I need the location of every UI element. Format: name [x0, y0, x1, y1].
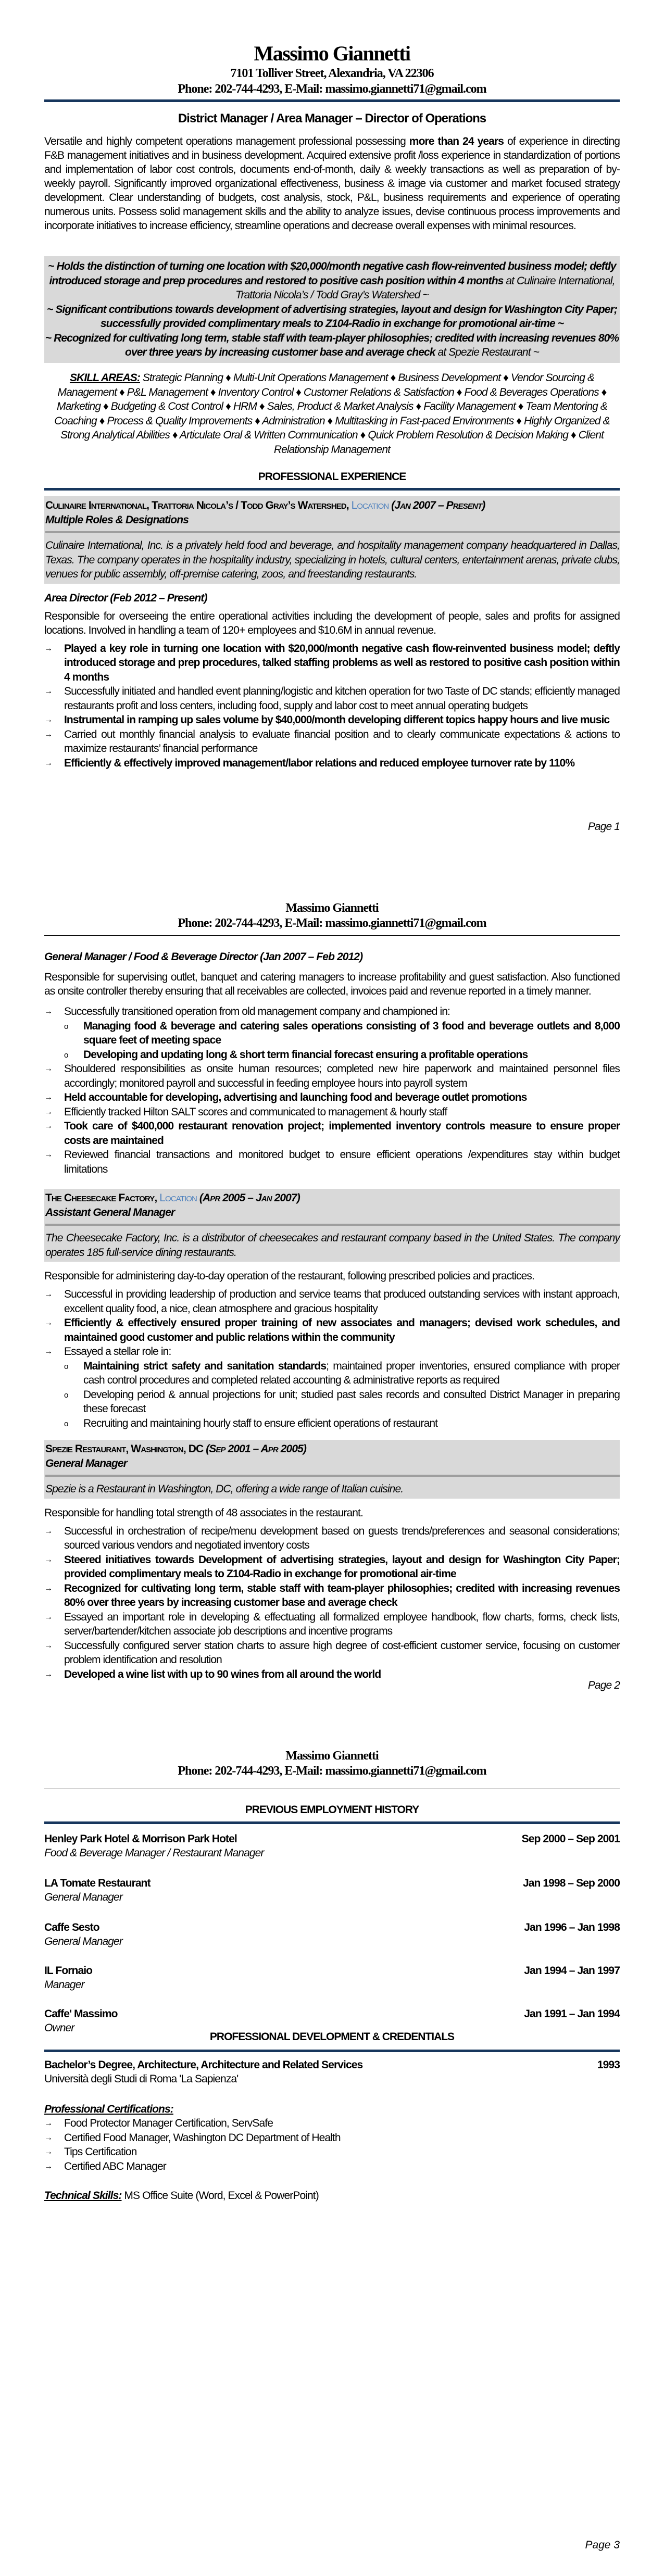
arrow-right-icon: → [44, 687, 53, 696]
job-culinaire-continued [44, 950, 620, 1176]
previous-role: Food & Beverage Manager / Restaurant Manager [44, 1847, 264, 1859]
company-dates: (Apr 2005 – Jan 2007) [199, 1192, 300, 1204]
list-item: → Efficiently tracked Hilton SALT scores and communicated to management & hourly staff [44, 1105, 620, 1120]
company-name: Culinaire International, Trattoria Nicola’s / Todd Gray’s Watershed, [45, 499, 349, 511]
page-header [44, 1749, 620, 1779]
header-divider [44, 99, 620, 102]
candidate-name: Massimo Giannetti [285, 901, 379, 915]
company-divider [45, 531, 620, 533]
page-number: Page 2 [587, 1679, 620, 1691]
company-role: Assistant General Manager [45, 1207, 175, 1218]
summary-text-rest: of experience in directing F&B management initiatives and in business development. Acquired extensive profit /loss experience in standardization of portions and implementation of labor cost controls, documents end-of-month, daily & weekly transactions as well as preparation of by-weekly payroll. Significantly improved organizational effectiveness, business & image via customer and market focused strategy development. Clear understanding of budgets, cost analysis, stock, P&L, business requirements and experience of operating numerous units. Possess solid management skills and the ability to analyze issues, devise continuous process improvements and incorporate initiatives to increase efficiency, streamline operations and decrease overall expenses with minimal resources. [44, 135, 620, 232]
previous-role: Manager [44, 1979, 84, 1991]
arrow-right-icon: → [44, 1007, 53, 1016]
skill-areas-label: SKILL AREAS: [69, 372, 140, 384]
highlight-item: ~ Recognized for cultivating long term, stable staff with team-player philosophies; credited with increasing revenues 80% over three years by increasing customer base and average check at Spezie Restaurant ~ [45, 332, 619, 358]
arrow-right-icon: → [44, 1555, 53, 1564]
arrow-right-icon: → [44, 1290, 53, 1299]
arrow-right-icon: → [44, 1526, 53, 1536]
company-header [44, 496, 620, 584]
summary-text: Versatile and highly competent operations management professional possessing [44, 135, 409, 147]
list-item: → Successfully transitioned operation from old management company and championed in: [44, 1004, 620, 1019]
company-name: Spezie Restaurant, Washington, DC [45, 1443, 204, 1455]
company-description: The Cheesecake Factory, Inc. is a distributor of cheesecakes and restaurant company based in the United States. The company operates 185 full-service dining restaurants. [45, 1232, 620, 1259]
achievement-list [44, 1004, 620, 1019]
sub-achievement-list [44, 1359, 620, 1431]
arrow-right-icon: → [44, 1584, 53, 1593]
list-item: → Steered initiatives towards Development of advertising strategies, layout and design for Washington City Paper; provided complimentary meals to Z104-Radio in exchange for promotional air-time [44, 1553, 620, 1580]
arrow-right-icon: → [44, 2119, 53, 2128]
candidate-contact: Phone: 202-744-4293, E-Mail: massimo.giannetti71@gmail.com [178, 82, 486, 96]
previous-job [44, 1832, 620, 1876]
list-item: o Developing period & annual projections for unit; studied past sales records and consulted District Manager in preparing these forecast [64, 1388, 620, 1415]
list-item: → Developed a wine list with up to 90 wines from all around the world [44, 1667, 620, 1682]
achievement-list [44, 642, 620, 771]
list-item: → Successfully initiated and handled event planning/logistic and kitchen operation for two Taste of DC stands; efficiently managed restaurants profit and loss centers, including food, supply and labor cost to meet annual operating budgets [44, 685, 620, 712]
previous-role: General Manager [44, 1891, 122, 1903]
arrow-right-icon: → [44, 1064, 53, 1073]
arrow-right-icon: → [44, 1150, 53, 1159]
header-divider [44, 935, 620, 936]
list-item: → Certified Food Manager, Washington DC Department of Health [44, 2131, 620, 2145]
arrow-right-icon: → [44, 1318, 53, 1327]
arrow-right-icon: → [44, 644, 53, 653]
list-item: → Essayed a stellar role in: [44, 1344, 620, 1359]
job-spezie [44, 1440, 620, 1681]
profile-summary [44, 134, 620, 233]
position-summary: Responsible for handling total strength of 48 associates in the restaurant. [44, 1506, 363, 1519]
professional-title: District Manager / Area Manager – Director of Operations [178, 111, 486, 125]
list-item: → Tips Certification [44, 2145, 620, 2159]
sub-achievement-list [44, 1019, 620, 1062]
previous-dates: Jan 1991 – Jan 1994 [524, 2008, 620, 2020]
page-2 [0, 859, 664, 1718]
position-summary: Responsible for supervising outlet, banquet and catering managers to increase profitability and guest satisfaction. Also functioned as onsite controller thereby ensuring that all receivables are collected, invoices paid and revenue reported in a timely manner. [44, 971, 620, 997]
circle-bullet-icon: o [64, 1419, 68, 1428]
list-item: → Efficiently & effectively ensured proper training of new associates and managers; devised work schedules, and maintained good customer and public relations within the community [44, 1317, 620, 1343]
list-item: → Successfully configured server station charts to assure high degree of cost-efficient customer service, focusing on customer problem identification and resolution [44, 1639, 620, 1666]
list-item: → Shouldered responsibilities as onsite human resources; completed new hire paperwork and maintained personnel files accordingly; monitored payroll and successful in feeding employee hours into payroll system [44, 1063, 620, 1089]
circle-bullet-icon: o [64, 1362, 68, 1371]
position-title: Area Director (Feb 2012 – Present) [44, 592, 207, 604]
section-divider [44, 1821, 620, 1824]
section-divider [44, 488, 620, 491]
candidate-name: Massimo Giannetti [254, 42, 410, 65]
summary-years: more than 24 years [409, 135, 504, 147]
page-number: Page 1 [587, 821, 620, 833]
previous-role: Owner [44, 2022, 74, 2034]
previous-job [44, 1964, 620, 2007]
company-description: Spezie is a Restaurant in Washington, DC, offering a wide range of Italian cuisine. [45, 1483, 404, 1495]
previous-company: LA Tomate Restaurant [44, 1877, 151, 1889]
school: Università degli Studi di Roma 'La Sapienza' [44, 2073, 239, 2085]
company-dates: (Jan 2007 – Present) [391, 499, 485, 511]
page-3 [0, 1718, 664, 2576]
list-item: o Developing and updating long & short term financial forecast ensuring a profitable operations [44, 1048, 620, 1062]
company-role: General Manager [45, 1457, 127, 1469]
previous-company: Caffe Sesto [44, 1921, 99, 1933]
position-summary: Responsible for administering day-to-day operation of the restaurant, following prescribed policies and practices. [44, 1270, 534, 1282]
job-cheesecake-factory [44, 1189, 620, 1430]
company-header [44, 1440, 620, 1499]
previous-role: General Manager [44, 1936, 122, 1947]
circle-bullet-icon: o [64, 1050, 68, 1060]
previous-employment-list [44, 1832, 620, 2043]
previous-dates: Sep 2000 – Sep 2001 [521, 1833, 620, 1845]
list-item: → Carried out monthly financial analysis to evaluate financial position and to clearly communicate expectations & actions to maximize restaurants’ financial performance [44, 728, 620, 755]
job-culinaire [44, 496, 620, 770]
company-divider [45, 1475, 620, 1477]
list-item: o Managing food & beverage and catering sales operations consisting of 3 food and beverage outlets and 8,000 square feet of meeting space [64, 1020, 620, 1046]
previous-dates: Jan 1994 – Jan 1997 [524, 1965, 620, 1977]
circle-bullet-icon: o [64, 1390, 68, 1400]
highlight-item: ~ Holds the distinction of turning one location with $20,000/month negative cash flow-reinvented business model; deftly introduced storage and prep procedures and restored to positive cash position within 4 months at Culinaire International, Trattoria Nicola’s / Todd Gray’s Watershed ~ [48, 260, 616, 301]
list-item: → Essayed an important role in developing & effectuating all formalized employee handbook, flow charts, forms, check lists, server/bartender/kitchen associate job descriptions and incentive programs [44, 1611, 620, 1637]
circle-bullet-icon: o [64, 1022, 68, 1031]
position-title: General Manager / Food & Beverage Director (Jan 2007 – Feb 2012) [44, 951, 363, 963]
page-header [44, 901, 620, 931]
arrow-right-icon: → [44, 2133, 53, 2142]
candidate-contact: Phone: 202-744-4293, E-Mail: massimo.giannetti71@gmail.com [178, 1764, 486, 1778]
page-1 [0, 0, 664, 859]
achievement-list [44, 1062, 620, 1176]
list-item: → Held accountable for developing, advertising and launching food and beverage outlet promotions [44, 1090, 620, 1105]
technical-skills-label: Technical Skills: [44, 2190, 122, 2202]
previous-job [44, 1920, 620, 1964]
list-item: o Recruiting and maintaining hourly staff to ensure efficient operations of restaurant [44, 1416, 620, 1431]
previous-company: Caffe' Massimo [44, 2008, 118, 2020]
list-item: → Certified ABC Manager [44, 2159, 620, 2174]
certifications [44, 2102, 620, 2173]
previous-job [44, 1876, 620, 1920]
resume-header [44, 42, 620, 97]
position-summary: Responsible for overseeing the entire operational activities including the development of people, sales and profits for assigned locations. Involved in handling a team of 120+ employees and $10.6M in annual revenue. [44, 610, 620, 636]
page-number: Page 3 [585, 2539, 620, 2551]
achievement-list [44, 1524, 620, 1682]
arrow-right-icon: → [44, 2147, 53, 2156]
arrow-right-icon: → [44, 1107, 53, 1116]
company-location: Location [351, 499, 389, 511]
list-item: → Efficiently & effectively improved management/labor relations and reduced employee turnover rate by 110% [44, 756, 620, 771]
certification-list [44, 2116, 620, 2173]
list-item: → Food Protector Manager Certification, ServSafe [44, 2116, 620, 2131]
company-header [44, 1189, 620, 1262]
arrow-right-icon: → [44, 1122, 53, 1130]
company-role: Multiple Roles & Designations [45, 514, 189, 526]
list-item: → Successful in orchestration of recipe/menu development based on guests trends/preferences and seasonal considerations; sourced various vendors and negotiated inventory costs [44, 1525, 620, 1551]
list-item: → Reviewed financial transactions and monitored budget to ensure efficient operations /expenditures stay within budget limitations [44, 1149, 620, 1175]
arrow-right-icon: → [44, 2162, 53, 2171]
list-item: → Took care of $400,000 restaurant renovation project; implemented inventory controls measure to ensure proper costs are maintained [44, 1120, 620, 1147]
arrow-right-icon: → [44, 1093, 53, 1102]
technical-skills-text: MS Office Suite (Word, Excel & PowerPoint) [121, 2190, 319, 2202]
company-dates: (Sep 2001 – Apr 2005) [206, 1443, 306, 1455]
list-item: → Successful in providing leadership of production and service teams that produced outstanding services with instant approach, excellent quality food, a nice, clean atmosphere and gracious hospitality [44, 1288, 620, 1315]
list-item: → Instrumental in ramping up sales volume by $40,000/month developing different topics happy hours and live music [44, 713, 620, 727]
section-title-previous: PREVIOUS EMPLOYMENT HISTORY [245, 1804, 419, 1816]
skill-areas [44, 371, 620, 457]
skill-areas-list: Strategic Planning ♦ Multi-Unit Operations Management ♦ Business Development ♦ Vendor Sourcing & Management ♦ P&L Management ♦ Inventory Control ♦ Customer Relations & Satisfaction ♦ Food & Beverages Operations ♦ Marketing ♦ Budgeting & Cost Control ♦ HRM ♦ Sales, Product & Market Analysis ♦ Facility Management ♦ Team Mentoring & Coaching ♦ Process & Quality Improvements ♦ Administration ♦ Multitasking in Fast-paced Environments ♦ Highly Organized & Strong Analytical Abilities ♦ Articulate Oral & Written Communication ♦ Quick Problem Resolution & Decision Making ♦ Client Relationship Management [54, 372, 610, 456]
education [44, 2058, 620, 2086]
arrow-right-icon: → [44, 1347, 53, 1356]
list-item: → Recognized for cultivating long term, stable staff with team-player philosophies; credited with increasing revenues 80% over three years by increasing customer base and average check [44, 1582, 620, 1609]
arrow-right-icon: → [44, 730, 53, 739]
section-title-credentials: PROFESSIONAL DEVELOPMENT & CREDENTIALS [209, 2031, 455, 2043]
degree: Bachelor’s Degree, Architecture, Architecture and Related Services [44, 2059, 363, 2071]
section-title-experience: PROFESSIONAL EXPERIENCE [258, 471, 406, 483]
technical-skills [44, 2189, 620, 2203]
company-description: Culinaire International, Inc. is a privately held food and beverage, and hospitality management company headquartered in Dallas, Texas. The company operates in the hospitality industry, specializing in hotels, cultural centers, entertainment arenas, private clubs, venues for public assembly, off-premise catering, zoos, and freestanding restaurants. [45, 539, 620, 580]
section-divider [44, 2050, 620, 2052]
list-item: o Maintaining strict safety and sanitation standards; maintained proper inventories, ensured compliance with proper cash control procedures and completed related accounting & administrative reports as required [64, 1360, 620, 1386]
company-name: The Cheesecake Factory, [45, 1192, 157, 1204]
arrow-right-icon: → [44, 758, 53, 768]
candidate-address: 7101 Tolliver Street, Alexandria, VA 22306 [230, 67, 434, 80]
highlight-item: ~ Significant contributions towards development of advertising strategies, layout and design for Washington City Paper; successfully provided complimentary meals to Z104-Radio in exchange for promotional air-time ~ [47, 303, 617, 330]
candidate-contact: Phone: 202-744-4293, E-Mail: massimo.giannetti71@gmail.com [178, 916, 486, 930]
arrow-right-icon: → [44, 1669, 53, 1679]
arrow-right-icon: → [44, 1641, 53, 1650]
arrow-right-icon: → [44, 715, 53, 724]
certifications-label: Professional Certifications: [44, 2103, 173, 2115]
highlights-box [44, 256, 620, 363]
previous-company: IL Fornaio [44, 1965, 93, 1977]
achievement-list [44, 1287, 620, 1359]
degree-year: 1993 [597, 2059, 620, 2071]
company-location: Location [159, 1192, 197, 1204]
arrow-right-icon: → [44, 1612, 53, 1622]
list-item: → Played a key role in turning one location with $20,000/month negative cash flow-reinvented business model; deftly introduced storage and prep procedures, talked staffing problems as well as restored to positive cash position within 4 months [44, 642, 620, 683]
previous-company: Henley Park Hotel & Morrison Park Hotel [44, 1833, 237, 1845]
previous-dates: Jan 1998 – Sep 2000 [522, 1877, 620, 1889]
previous-dates: Jan 1996 – Jan 1998 [524, 1921, 620, 1933]
candidate-name: Massimo Giannetti [285, 1749, 379, 1763]
company-divider [45, 1224, 620, 1226]
